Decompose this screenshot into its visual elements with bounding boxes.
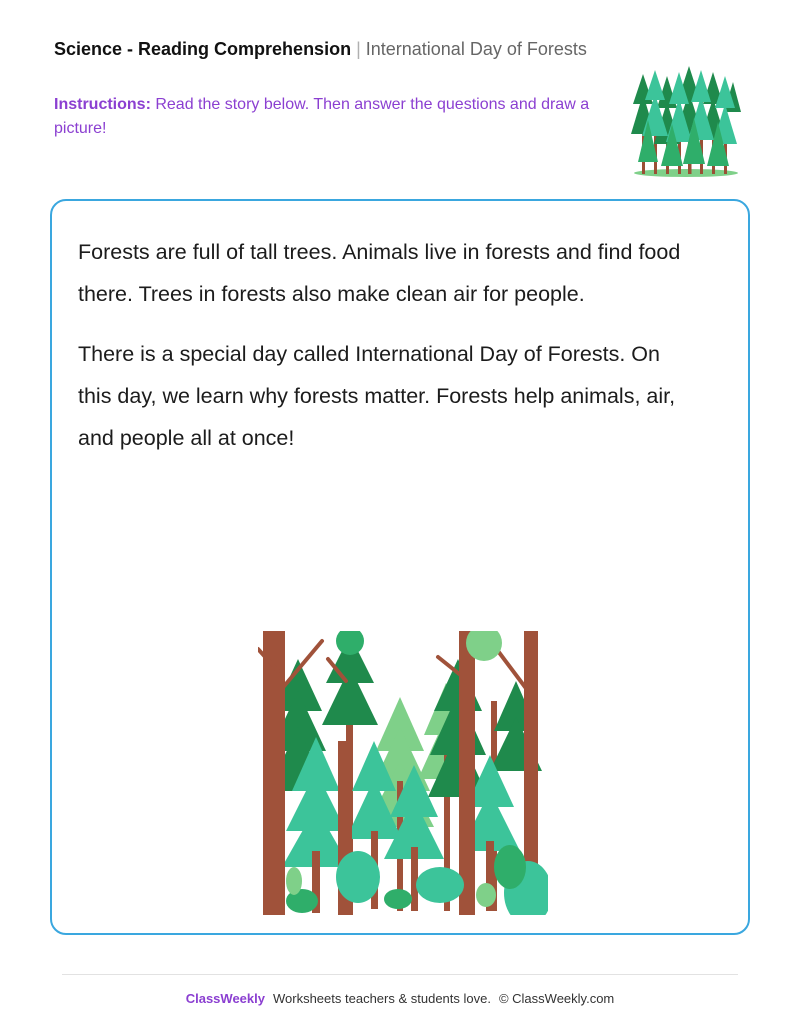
forest-icon bbox=[630, 64, 742, 178]
worksheet-header bbox=[54, 36, 614, 62]
footer-divider bbox=[62, 974, 738, 975]
footer bbox=[0, 989, 800, 1009]
instructions bbox=[54, 93, 614, 141]
header-separator: | bbox=[356, 39, 361, 59]
topic-title: International Day of Forests bbox=[365, 39, 587, 59]
story-box bbox=[50, 199, 750, 935]
subject-title: Science - Reading Comprehension bbox=[54, 39, 352, 59]
footer-tagline: Worksheets teachers & students love. bbox=[272, 991, 491, 1006]
story-paragraph: Forests are full of tall trees. Animals live in forests and find food there. Trees in forests also make clean air for people. bbox=[78, 240, 681, 306]
footer-brand[interactable]: ClassWeekly bbox=[185, 991, 265, 1006]
footer-copyright: © ClassWeekly.com bbox=[498, 991, 615, 1006]
instructions-label: Instructions: bbox=[54, 96, 151, 113]
instructions-text: Read the story below. Then answer the questions and draw a picture! bbox=[54, 96, 590, 137]
story-text bbox=[78, 231, 698, 477]
story-paragraph: There is a special day called International Day of Forests. On this day, we learn why forests matter. Forests help animals, air, and people all at once! bbox=[78, 342, 676, 450]
forest-illustration-icon bbox=[258, 631, 548, 923]
